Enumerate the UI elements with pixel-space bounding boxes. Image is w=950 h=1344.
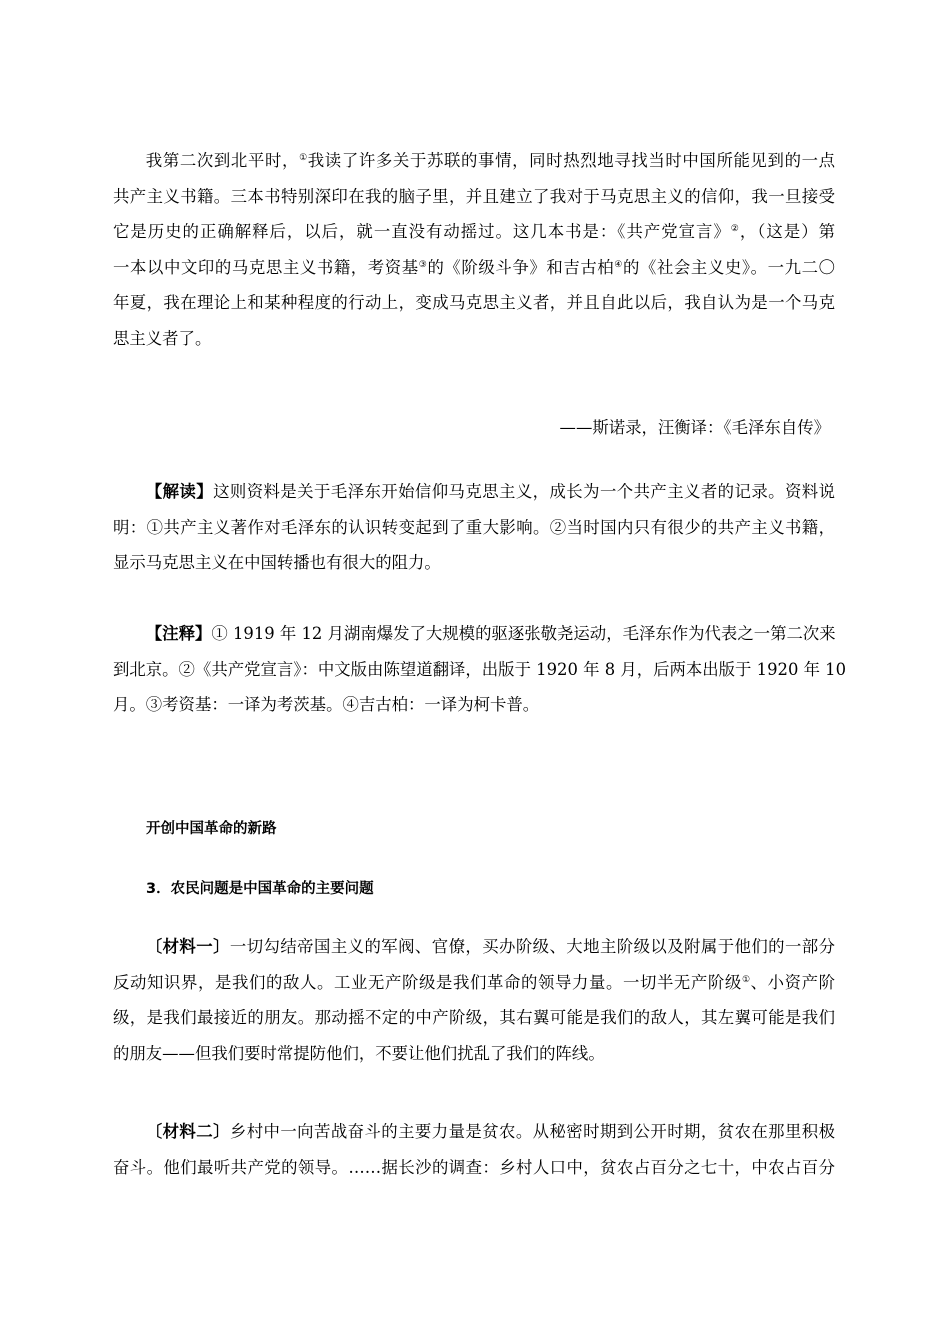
material1-text: 一切勾结帝国主义的军阀、官僚，买办阶级、大地主阶级以及附属于他们的一部分 [229,937,836,956]
quote-text: 一本以中文印的马克思主义书籍，考资基 [113,257,419,277]
quote-text: 的《阶级斗争》和吉古柏 [427,257,615,277]
material1-text: 反动知识界，是我们的敌人。工业无产阶级是我们革命的领导力量。一切半无产阶级 [113,972,742,992]
quote-line [113,214,835,250]
interpretation-label: 【解读】 [145,482,214,501]
footnote-mark: ② [730,224,740,235]
section-title: 开创中国革命的新路 [146,821,277,837]
interpretation-paragraph [113,474,835,581]
material1-label: 〔材料一〕 [145,937,230,956]
footnote-mark: ① [741,974,751,985]
material2-line: 奋斗。他们最听共产党的领导。……据长沙的调查：乡村人口中，贫农占百分之七十，中农占百分 [113,1157,835,1177]
quote-line: 年夏，我在理论上和某种程度的行动上，变成马克思主义者，并且自此以后，我自认为是一个马克 [113,293,835,313]
interpretation-text: 这则资料是关于毛泽东开始信仰马克思主义，成长为一个共产主义者的记录。资料说 [213,482,835,501]
material1-line [113,965,835,1001]
material2-label: 〔材料二〕 [145,1122,230,1141]
interpretation-line: 显示马克思主义在中国转播也有很大的阻力。 [113,553,441,573]
quote-line: 共产主义书籍。三本书特别深印在我的脑子里，并且建立了我对于马克思主义的信仰，我一旦接受 [113,186,835,206]
material2-paragraph [113,1114,835,1185]
notes-line: 月。③考资基：一译为考茨基。④吉古柏：一译为柯卡普。 [113,695,540,715]
material1-line [113,929,835,965]
material2-line [113,1114,835,1150]
material1-text: 、小资产阶 [750,972,836,992]
quote-line [113,143,835,179]
interpretation-line: 明：①共产主义著作对毛泽东的认识转变起到了重大影响。②当时国内只有很少的共产主义书籍， [113,517,835,537]
material1-paragraph [113,929,835,1071]
interpretation-line [113,474,835,510]
subsection-title: 3．农民问题是中国革命的主要问题 [146,881,374,897]
notes-text: ① 1919 年 12 月湖南爆发了大规模的驱逐张敬尧运动，毛泽东作为代表之一第二次来 [211,624,836,643]
footnote-mark: ④ [614,259,623,270]
quote-text: 我第二次到北平时， [145,151,300,170]
quote-line [113,250,835,286]
quote-source: ——斯诺录，汪衡译：《毛泽东自传》 [559,418,830,437]
footnote-mark: ③ [418,259,428,270]
footnote-mark: ① [299,153,308,163]
quote-text: 的《社会主义史》。一九二〇 [622,257,835,277]
notes-paragraph [113,616,847,723]
notes-line: 到北京。②《共产党宣言》：中文版由陈望道翻译，出版于 1920 年 8 月，后两本出版于 1920 年 10 [113,659,847,679]
quote-text: ，（这是）第 [739,222,835,242]
quote-text: 我读了许多关于苏联的事情，同时热烈地寻找当时中国所能见到的一点 [307,151,836,170]
quote-paragraph [113,143,835,357]
material1-line: 级，是我们最接近的朋友。那动摇不定的中产阶级，其右翼可能是我们的敌人，其左翼可能是我们 [113,1008,835,1028]
quote-line: 思主义者了。 [113,328,212,348]
quote-text: 它是历史的正确解释后，以后，就一直没有动摇过。这几本书是：《共产党宣言》 [113,222,731,242]
notes-line [113,616,835,652]
material2-text: 乡村中一向苦战奋斗的主要力量是贫农。从秘密时期到公开时期，贫农在那里积极 [229,1122,836,1141]
notes-label: 【注释】 [145,624,212,643]
material1-line: 的朋友——但我们要时常提防他们，不要让他们扰乱了我们的阵线。 [113,1043,605,1063]
